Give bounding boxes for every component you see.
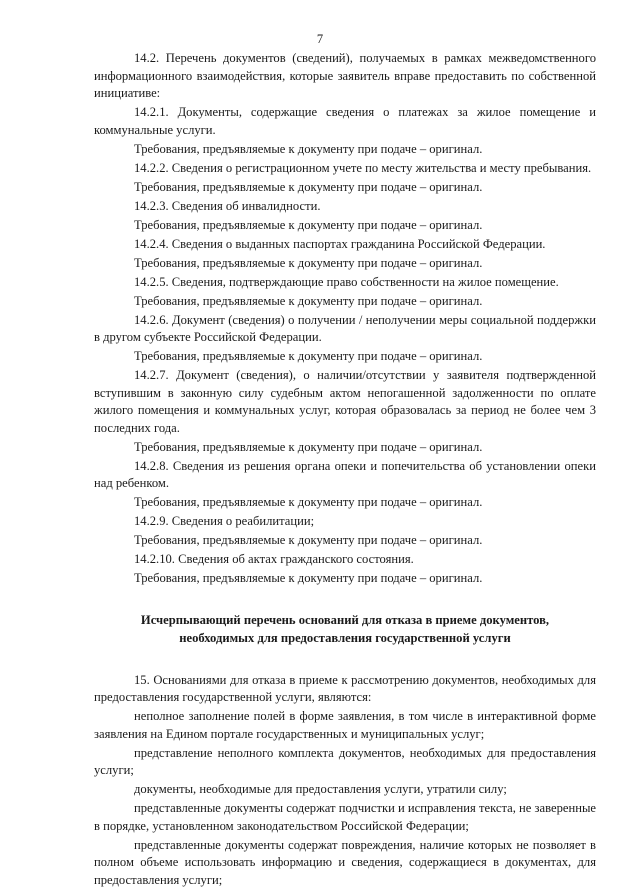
refusal-ground-5: представленные документы содержат повреждения, наличие которых не позволяет в полном объеме использовать информацию и сведения, содержащиеся в документах, для предоставления услуги; [94,837,596,887]
document-body [94,50,596,891]
paragraph-14-2-1: 14.2.1. Документы, содержащие сведения о платежах за жилое помещение и коммунальные услуги. [94,105,596,137]
section-heading-line-2: необходимых для предоставления государственной услуги [179,630,511,645]
paragraph-14-2-10: 14.2.10. Сведения об актах гражданского состояния. [134,552,414,566]
requirement-10: Требования, предъявляемые к документу при подаче – оригинал. [134,571,483,585]
paragraph-15: 15. Основаниями для отказа в приеме к рассмотрению документов, необходимых для предоставления государственной услуги, являются: [94,672,596,704]
paragraph-14-2-8: 14.2.8. Сведения из решения органа опеки и попечительства об установлении опеки над ребенком. [94,458,596,490]
requirement-6: Требования, предъявляемые к документу при подаче – оригинал. [134,349,483,363]
paragraph-14-2-7: 14.2.7. Документ (сведения), о наличии/отсутствии у заявителя подтвержденной вступившим в законную силу судебным актом непогашенной задолженности по оплате жилого помещения и коммунальных услуг, которая образовалась за период не более чем 3 последних года. [94,368,596,435]
paragraph-14-2: 14.2. Перечень документов (сведений), получаемых в рамках межведомственного информационного взаимодействия, которые заявитель вправе предоставить по собственной инициативе: [94,51,596,100]
paragraph-14-2-3: 14.2.3. Сведения об инвалидности. [134,198,321,213]
section-heading-line-1: Исчерпывающий перечень оснований для отказа в приеме документов, [140,612,550,627]
paragraph-14-2-5: 14.2.5. Сведения, подтверждающие право собственности на жилое помещение. [134,274,559,289]
page-number: 7 [316,32,324,46]
paragraph-14-2-9: 14.2.9. Сведения о реабилитации; [134,514,315,528]
requirement-9: Требования, предъявляемые к документу при подаче – оригинал. [134,533,483,547]
paragraph-14-2-6: 14.2.6. Документ (сведения) о получении / неполучении меры социальной поддержки в другом субъекте Российской Федерации. [94,312,596,344]
requirement-8: Требования, предъявляемые к документу при подаче – оригинал. [134,495,483,509]
requirement-1: Требования, предъявляемые к документу при подаче – оригинал. [134,141,483,156]
requirement-5: Требования, предъявляемые к документу при подаче – оригинал. [134,293,483,308]
requirement-3: Требования, предъявляемые к документу при подаче – оригинал. [134,217,483,232]
requirement-4: Требования, предъявляемые к документу при подаче – оригинал. [134,255,483,270]
refusal-ground-3: документы, необходимые для предоставления услуги, утратили силу; [134,782,507,796]
section-heading [94,611,596,647]
requirement-7: Требования, предъявляемые к документу при подаче – оригинал. [134,439,483,454]
refusal-ground-2: представление неполного комплекта документов, необходимых для предоставления услуги; [94,745,596,777]
refusal-ground-1: неполное заполнение полей в форме заявления, в том числе в интерактивной форме заявления на Едином портале государственных и муниципальных услуг; [94,709,596,741]
requirement-2: Требования, предъявляемые к документу при подаче – оригинал. [134,179,483,194]
paragraph-14-2-2: 14.2.2. Сведения о регистрационном учете по месту жительства и месту пребывания. [134,160,592,175]
paragraph-14-2-4: 14.2.4. Сведения о выданных паспортах гражданина Российской Федерации. [134,236,546,251]
refusal-ground-4: представленные документы содержат подчистки и исправления текста, не заверенные в порядке, установленном законодательством Российской Федерации; [94,801,596,833]
